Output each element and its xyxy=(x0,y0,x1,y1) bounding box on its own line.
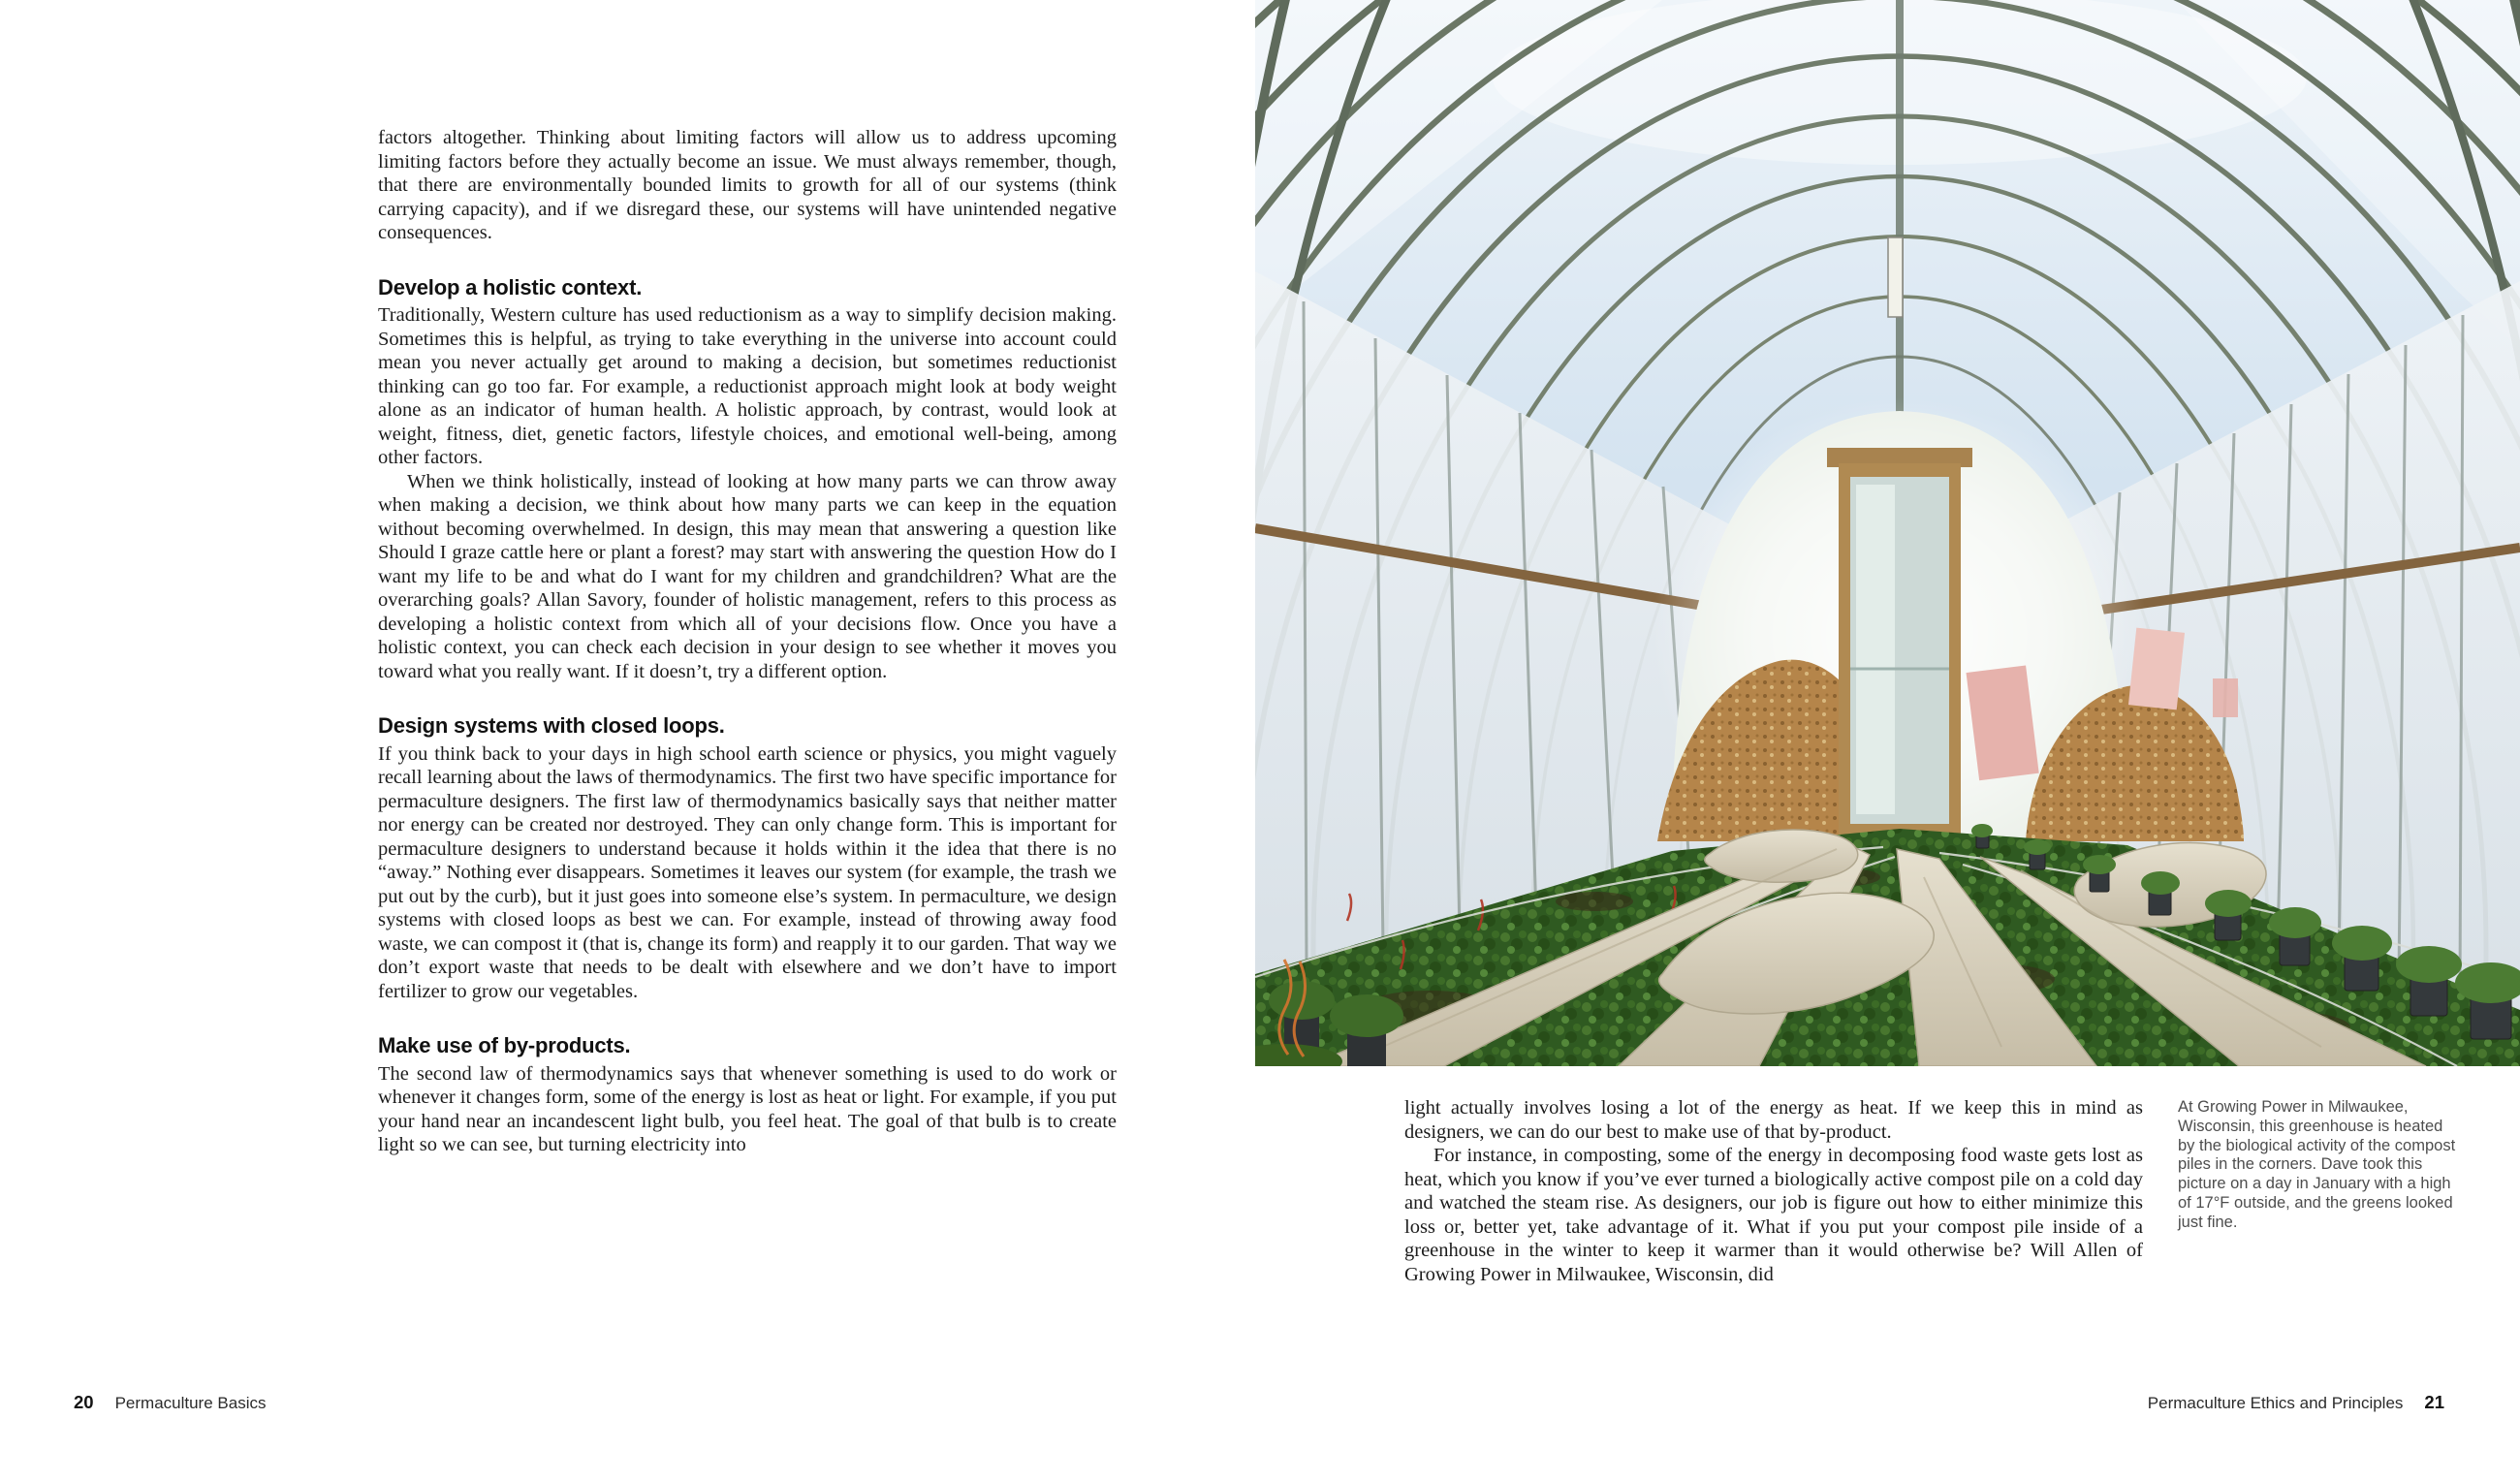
greenhouse-photo-art xyxy=(1255,0,2520,1066)
left-footer xyxy=(74,1392,266,1413)
ridge-pole xyxy=(1896,0,1904,446)
section-heading-by-products: Make use of by-products. xyxy=(378,1033,631,1057)
paragraph: light actually involves losing a lot of the energy as heat. If we keep this in mind as designers, we can do our best to make use of that by-product. xyxy=(1404,1097,2143,1143)
page-number-right: 21 xyxy=(2424,1392,2444,1412)
right-footer xyxy=(2148,1392,2444,1413)
footer-title-left: Permaculture Basics xyxy=(114,1394,267,1412)
paragraph: When we think holistically, instead of looking at how many parts we can throw away when making a decision, we think about how many parts we can keep in the equation without becoming overwhelmed. In design, this may mean that answering a question like Should I graze cattle here or plant a forest? may start with answering the question How do I want my life to be and what do I want for my children and grandchildren? What are the overarching goals? Allan Savory, founder of holistic management, refers to this process as developing a holistic context from which all of your decisions flow. Once you have a holistic context, you can check each decision in your design to see whether it moves you toward what you really want. If it doesn’t, try a different option. xyxy=(378,470,1117,682)
paragraph-intro: factors altogether. Thinking about limiting factors will allow us to address upcoming limiting factors before they actually become an issue. We must always remember, though, that there are environmentally bounded limits to growth for all of our systems (think carrying capacity), and if we disregard these, our systems will have unintended negative consequences. xyxy=(378,127,1117,243)
right-text-column xyxy=(1404,1096,2143,1286)
greenhouse-photo xyxy=(1255,0,2520,1066)
thermometer xyxy=(1888,237,1903,317)
left-text-column xyxy=(378,126,1117,1157)
section-heading-holistic-context: Develop a holistic context. xyxy=(378,274,643,300)
paragraph: Traditionally, Western culture has used reductionism as a way to simplify decision making. Sometimes this is helpful, as trying to take everything in the universe into account could mean you never actually get around to making a decision, but sometimes reductionist thinking can go too far. For example, a reductionist approach might look at body weight alone as an indicator of human health. A holistic approach, by contrast, would look at weight, fitness, diet, genetic factors, lifestyle choices, and emotional well-being, among other factors. xyxy=(378,304,1117,468)
paragraph: For instance, in composting, some of the energy in decomposing food waste gets lost as heat, which you know if you’ve ever turned a biologically active compost pile on a cold day and watched the steam rise. As designers, our job is figure out how to either minimize this loss or, better yet, take advantage of it. What if you put your compost pile inside of a greenhouse in the winter to keep it warmer than it would otherwise be? Will Allen of Growing Power in Milwaukee, Wisconsin, did xyxy=(1404,1145,2143,1285)
photo-caption: At Growing Power in Milwaukee, Wisconsin, this greenhouse is heated by the biological activity of the compost piles in the corners. Dave took this picture on a day in January with a high of 17°F outside, and the greens looked just fine. xyxy=(2178,1098,2456,1231)
footer-title-right: Permaculture Ethics and Principles xyxy=(2147,1394,2404,1412)
page-number-left: 20 xyxy=(74,1392,94,1412)
paragraph: The second law of thermodynamics says that whenever something is used to do work or whenever it changes form, some of the energy is lost as heat or light. For example, if you put your hand near an incandescent light bulb, you feel heat. The goal of that bulb is to create light so we can see, but turning electricity into xyxy=(378,1062,1117,1155)
paragraph: If you think back to your days in high school earth science or physics, you might vaguely recall learning about the laws of thermodynamics. The first two have specific importance for permaculture designers. The first law of thermodynamics basically says that neither matter nor energy can be created nor destroyed. They can only change form. This is important for permaculture designers to understand because it holds within it the idea that there is no “away.” Nothing ever disappears. Sometimes it leaves our system (for example, the trash we put out by the curb), but it just goes into someone else’s system. In permaculture, we design systems with closed loops as best we can. For example, instead of throwing away food waste, we can compost it (that is, change its form) and reapply it to our garden. That way we don’t export waste that needs to be dealt with elsewhere and we don’t have to import fertilizer to grow our vegetables. xyxy=(378,742,1117,1002)
end-door xyxy=(1827,448,1972,837)
section-heading-closed-loops: Design systems with closed loops. xyxy=(378,713,725,738)
